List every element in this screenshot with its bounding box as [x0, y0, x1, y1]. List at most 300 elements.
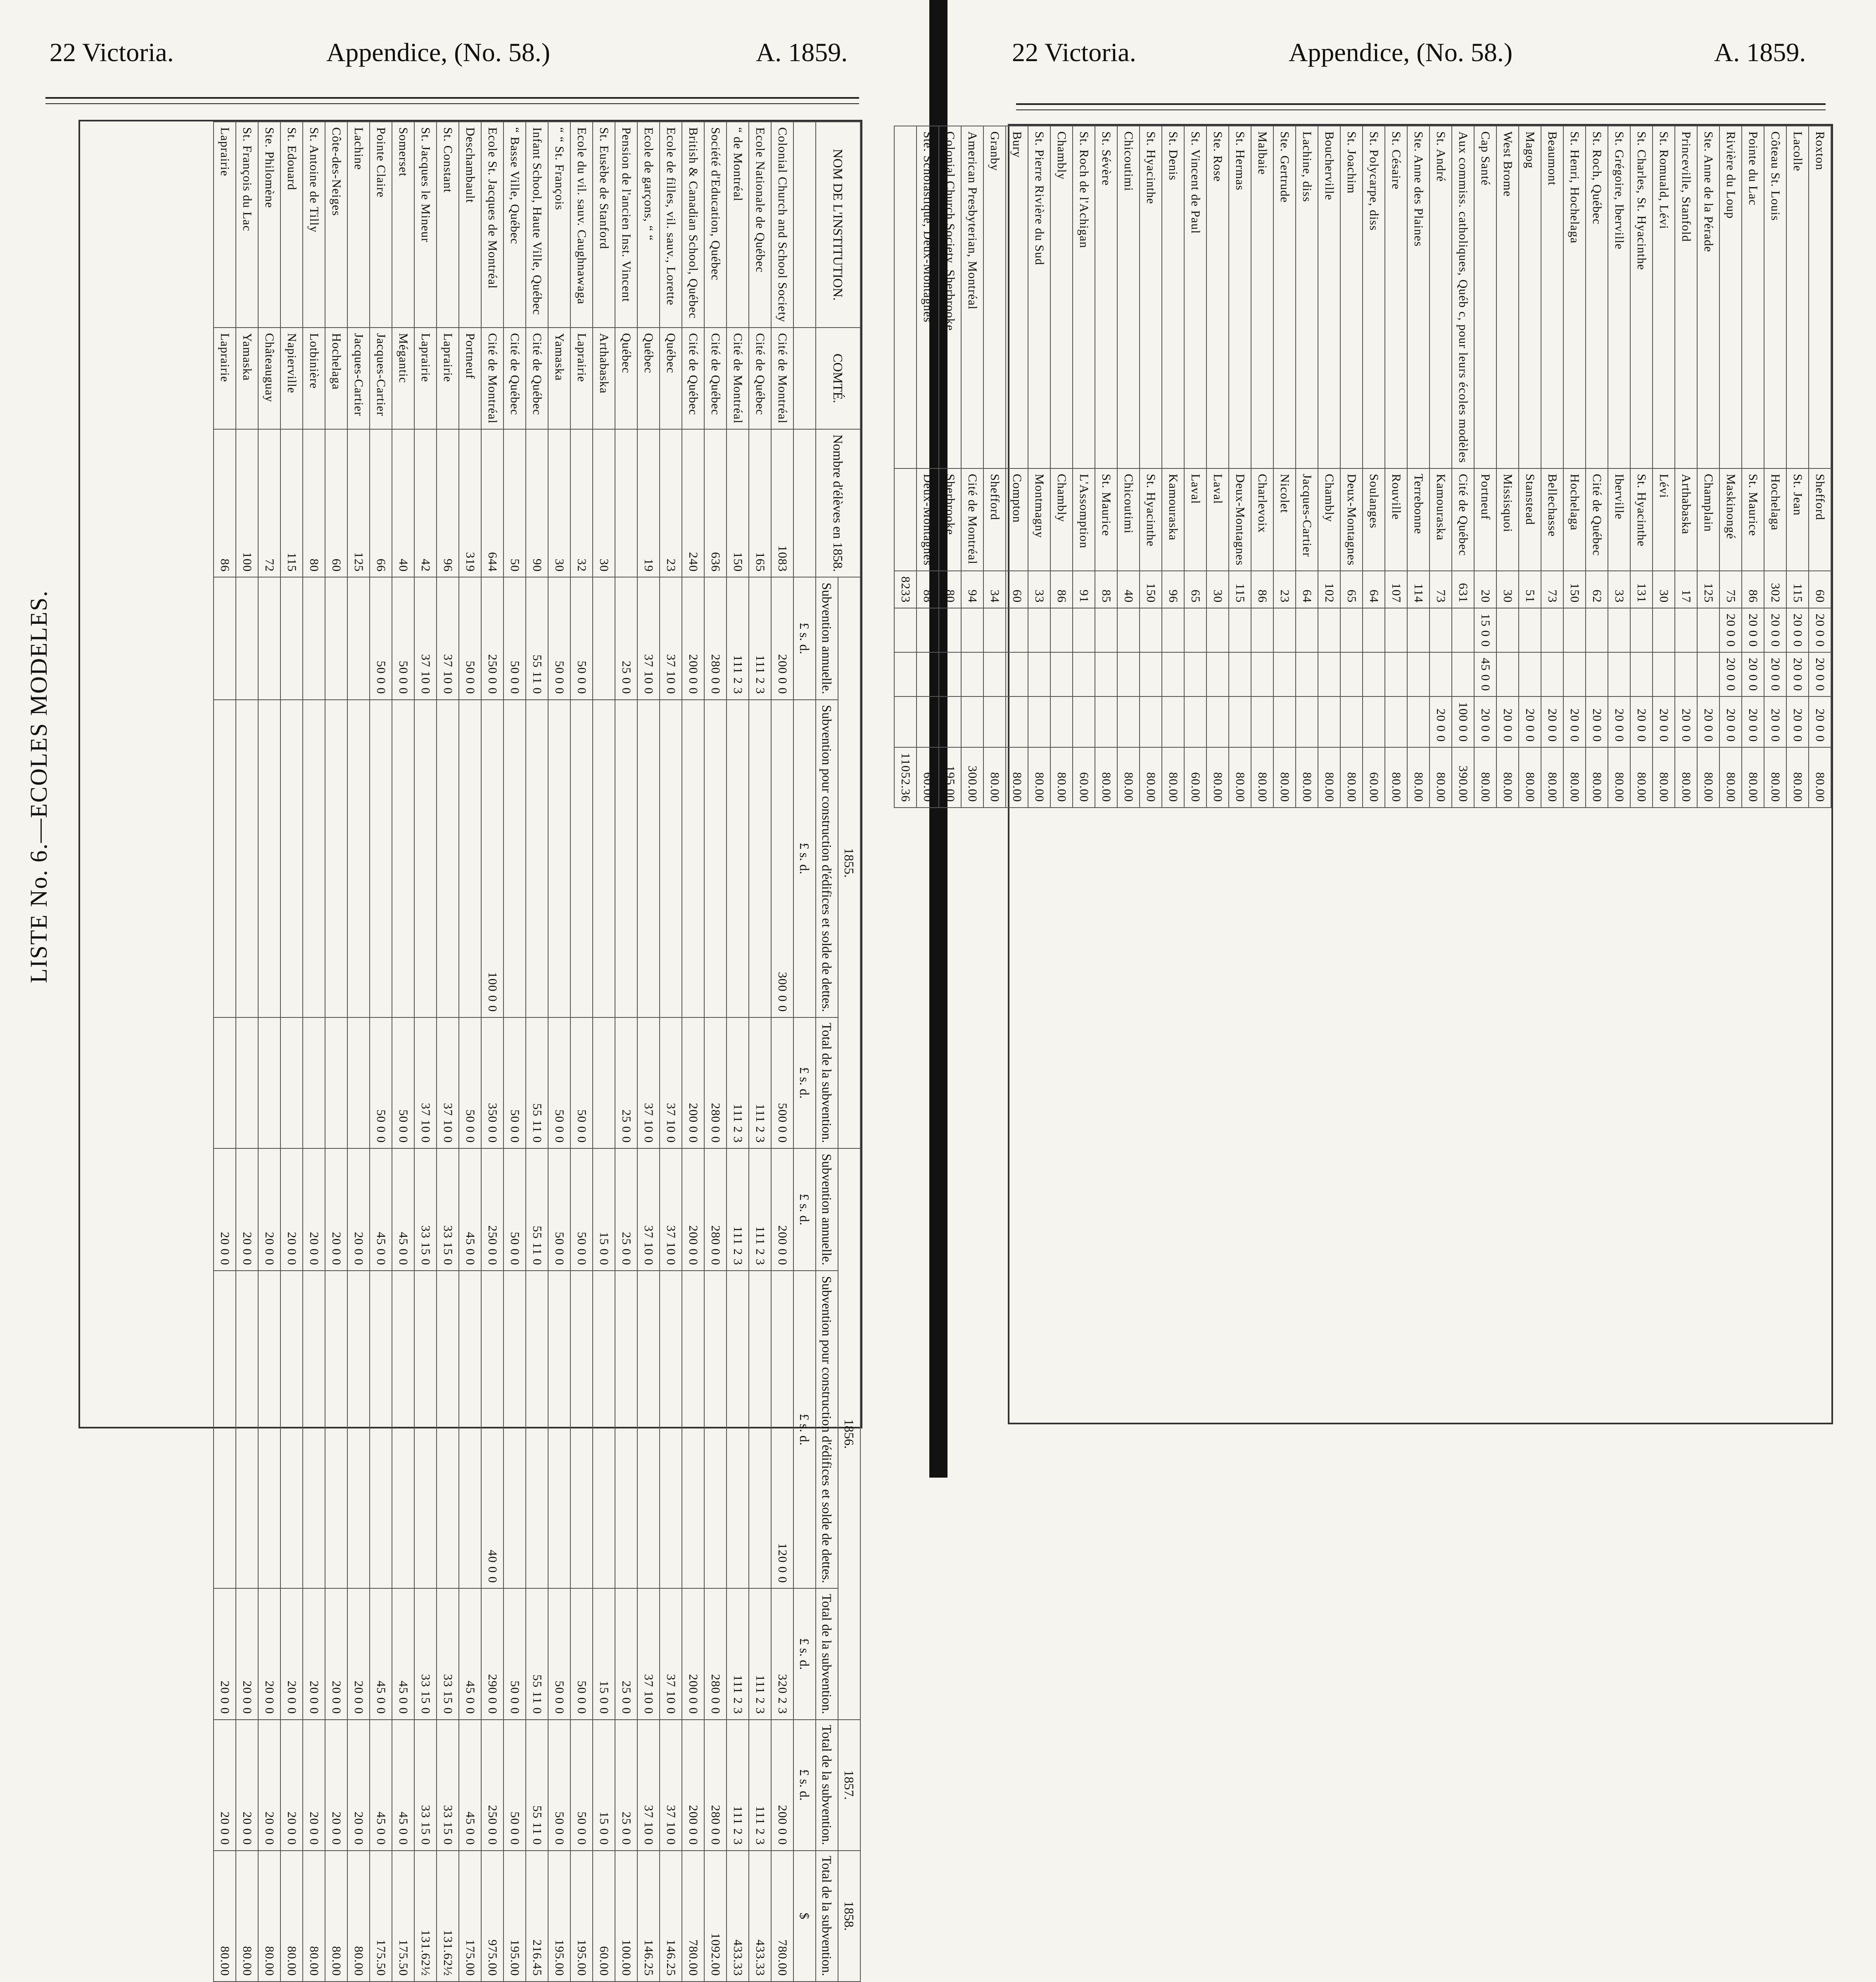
- total-1855: [347, 1017, 370, 1148]
- table-row: [1474, 126, 1496, 808]
- left-table-frame: [78, 120, 862, 1976]
- total-1856: [1229, 652, 1251, 696]
- annual-1855: 50 0 0: [548, 577, 570, 699]
- annual-1856: [1028, 608, 1050, 652]
- total-1856: 20 0 0: [1764, 652, 1786, 696]
- total-1858: 80.00: [1809, 747, 1831, 807]
- annual-1856: 111 2 3: [727, 1148, 749, 1271]
- total-1856: 20 0 0: [280, 1588, 303, 1719]
- total-1858: 80.00: [325, 1851, 347, 1982]
- building-1856: [637, 1271, 660, 1588]
- annual-1855: 37 10 0: [637, 577, 660, 699]
- total-1856: [1251, 652, 1273, 696]
- pupil-count: 62: [1586, 571, 1608, 608]
- annual-1856: 20 0 0: [325, 1148, 347, 1271]
- total-1858: 1092.00: [704, 1851, 727, 1982]
- institution-name: Ecole St. Jacques de Montréal: [481, 122, 503, 328]
- annual-1855: 50 0 0: [392, 577, 414, 699]
- table-row: [1541, 126, 1563, 808]
- annual-1855: [593, 577, 615, 699]
- totals-row: [894, 126, 917, 808]
- annual-1856: 20 0 0: [1719, 608, 1742, 652]
- building-1856: [615, 1271, 637, 1588]
- pupil-count: 114: [1407, 571, 1430, 608]
- total-1855: [303, 1017, 325, 1148]
- county-name: Cité de Québec: [1452, 468, 1474, 571]
- table-row: [1296, 126, 1318, 808]
- total-1858: 80.00: [1206, 747, 1229, 807]
- total-1858: 80.00: [1653, 747, 1675, 807]
- pupil-count: 64: [1363, 571, 1385, 608]
- total-1858: 60.00: [917, 747, 939, 807]
- county-name: Sherbrooke: [939, 468, 961, 571]
- county-name: Deux-Montagnes: [1340, 468, 1363, 571]
- pupil-count: 80: [939, 571, 961, 608]
- table-row: [1563, 126, 1586, 808]
- institution-name: Pointe Claire: [370, 122, 392, 328]
- total-1857: [961, 696, 983, 747]
- county-name: Nicolet: [1273, 468, 1296, 571]
- institution-name: British & Canadian School, Québec: [682, 122, 704, 328]
- institution-name: Ste. Rose: [1206, 126, 1229, 468]
- total-1857: [1095, 696, 1117, 747]
- table-row: [437, 122, 459, 1982]
- total-1858: 80.00: [1496, 747, 1519, 807]
- pupil-count: 86: [1742, 571, 1764, 608]
- annual-1856: [1541, 608, 1563, 652]
- total-1857: [1184, 696, 1206, 747]
- building-1856: [660, 1271, 682, 1588]
- total-1858: 80.00: [258, 1851, 280, 1982]
- total-1856: [1586, 652, 1608, 696]
- total-1858: 195.00: [503, 1851, 526, 1982]
- total-1855: [593, 1017, 615, 1148]
- total-1858: 80.00: [1608, 747, 1630, 807]
- total-1856: [1630, 652, 1653, 696]
- building-1856: [727, 1271, 749, 1588]
- building-1855: [503, 700, 526, 1017]
- total-1858: 300.00: [961, 747, 983, 807]
- total-1858: 80.00: [280, 1851, 303, 1982]
- total-1857: 20 0 0: [1653, 696, 1675, 747]
- institution-name: St. Edouard: [280, 122, 303, 328]
- pupil-count: 91: [1073, 571, 1095, 608]
- building-1856: 120 0 0: [771, 1271, 793, 1588]
- total-1855: 37 10 0: [637, 1017, 660, 1148]
- building-1855: [325, 700, 347, 1017]
- annual-1855: 37 10 0: [414, 577, 437, 699]
- annual-1856: 37 10 0: [637, 1148, 660, 1271]
- institution-name: St. Hyacinthe: [1140, 126, 1162, 468]
- table-row: [593, 122, 615, 1982]
- total-1858: 433.33: [727, 1851, 749, 1982]
- county-name: L'Assomption: [1073, 468, 1095, 571]
- total-1856: 200 0 0: [682, 1588, 704, 1719]
- col-building-1856: Subvention pour construction d'édifices et solde de dettes.: [816, 1271, 838, 1588]
- total-1857: 50 0 0: [570, 1720, 593, 1851]
- total-1857: 20 0 0: [1630, 696, 1653, 747]
- institution-name: St. François du Lac: [236, 122, 258, 328]
- annual-1855: 37 10 0: [437, 577, 459, 699]
- total-1857: 50 0 0: [503, 1720, 526, 1851]
- county-name: Lotbinière: [303, 328, 325, 429]
- total-1858: 131.62½: [414, 1851, 437, 1982]
- institution-name: St. Antoine de Tilly: [303, 122, 325, 328]
- annual-1855: 200 0 0: [771, 577, 793, 699]
- left-page: [0, 0, 925, 1976]
- total-1857: 20 0 0: [1563, 696, 1586, 747]
- annual-1856: [1608, 608, 1630, 652]
- county-name: Québec: [615, 328, 637, 429]
- annual-1856: [1117, 608, 1140, 652]
- table-row: [1073, 126, 1095, 808]
- total-1857: 20 0 0: [1675, 696, 1697, 747]
- total-1856: 55 11 0: [526, 1588, 548, 1719]
- annual-1856: 55 11 0: [526, 1148, 548, 1271]
- building-1856: [526, 1271, 548, 1588]
- table-row: [392, 122, 414, 1982]
- total-1858: 60.00: [1363, 747, 1385, 807]
- institution-name: West Brome: [1496, 126, 1519, 468]
- table-row: [1653, 126, 1675, 808]
- annual-1856: [939, 608, 961, 652]
- pupil-count: 40: [1117, 571, 1140, 608]
- total-1857: [1229, 696, 1251, 747]
- pupil-count: 165: [749, 429, 771, 577]
- annual-1856: 37 10 0: [660, 1148, 682, 1271]
- total-1856: 20 0 0: [258, 1588, 280, 1719]
- table-row: [214, 122, 236, 1982]
- total-1856: 45 0 0: [1474, 652, 1496, 696]
- total-1857: [1251, 696, 1273, 747]
- institution-name: St. Romuald, Lévi: [1653, 126, 1675, 468]
- total-1857: 20 0 0: [1786, 696, 1809, 747]
- institution-name: Ste. Scholastique, Deux-Montagnes: [917, 126, 939, 468]
- total-1857: 20 0 0: [1742, 696, 1764, 747]
- pupil-count: 240: [682, 429, 704, 577]
- total-1857: 20 0 0: [1719, 696, 1742, 747]
- total-1857: 15 0 0: [593, 1720, 615, 1851]
- total-1856: 50 0 0: [503, 1588, 526, 1719]
- total-1857: 111 2 3: [727, 1720, 749, 1851]
- total-1858: 80.00: [1586, 747, 1608, 807]
- building-1856: 40 0 0: [481, 1271, 503, 1588]
- total-1856: [1318, 652, 1340, 696]
- pupil-count: [615, 429, 637, 577]
- total-1857: 37 10 0: [660, 1720, 682, 1851]
- total-1858: 80.00: [1296, 747, 1318, 807]
- county-name: Kamouraska: [1162, 468, 1184, 571]
- county-name: Stanstead: [1519, 468, 1541, 571]
- building-1855: [437, 700, 459, 1017]
- county-name: St. Jean: [1786, 468, 1809, 571]
- building-1856: [414, 1271, 437, 1588]
- annual-1856: 45 0 0: [459, 1148, 481, 1271]
- total-1856: [1273, 652, 1296, 696]
- institution-name: “ “ St. François: [548, 122, 570, 328]
- annual-1856: [1184, 608, 1206, 652]
- table-row: [1407, 126, 1430, 808]
- total-grant-1858: 11052.36: [894, 747, 917, 807]
- pupil-count: 23: [1273, 571, 1296, 608]
- institution-name: St. Hermas: [1229, 126, 1251, 468]
- annual-1855: 50 0 0: [370, 577, 392, 699]
- total-1856: [1675, 652, 1697, 696]
- building-1855: [682, 700, 704, 1017]
- total-1858: 216.45: [526, 1851, 548, 1982]
- total-1858: 80.00: [1697, 747, 1719, 807]
- currency-label: £ s. d.: [793, 1017, 816, 1148]
- annual-1856: 50 0 0: [548, 1148, 570, 1271]
- institution-name: Société d'Education, Québec: [704, 122, 727, 328]
- total-1857: 33 15 0: [414, 1720, 437, 1851]
- table-row: [1630, 126, 1653, 808]
- total-1856: 111 2 3: [727, 1588, 749, 1719]
- pupil-count: 96: [437, 429, 459, 577]
- total-1857: [1028, 696, 1050, 747]
- total-1855: 50 0 0: [459, 1017, 481, 1148]
- building-1855: [370, 700, 392, 1017]
- annual-1855: 55 11 0: [526, 577, 548, 699]
- building-1856: [258, 1271, 280, 1588]
- pupil-count: 17: [1675, 571, 1697, 608]
- total-1856: [1296, 652, 1318, 696]
- pupil-count: 60: [325, 429, 347, 577]
- total-1858: 80.00: [1117, 747, 1140, 807]
- total-1857: 20 0 0: [347, 1720, 370, 1851]
- total-1856: [1385, 652, 1407, 696]
- county-name: Laprairie: [437, 328, 459, 429]
- pupil-count: 33: [1028, 571, 1050, 608]
- total-1856: 20 0 0: [1742, 652, 1764, 696]
- total-1855: 111 2 3: [727, 1017, 749, 1148]
- total-1856: 20 0 0: [325, 1588, 347, 1719]
- county-name: Cité de Québec: [749, 328, 771, 429]
- total-1855: 37 10 0: [660, 1017, 682, 1148]
- totals-blank: [894, 126, 917, 468]
- county-name: Châteauguay: [258, 328, 280, 429]
- total-1855: 55 11 0: [526, 1017, 548, 1148]
- total-1856: 50 0 0: [548, 1588, 570, 1719]
- building-1855: [727, 700, 749, 1017]
- total-1855: [258, 1017, 280, 1148]
- total-1858: 80.00: [1630, 747, 1653, 807]
- annual-1856: [1229, 608, 1251, 652]
- col-year-1855: 1855.: [838, 577, 860, 1148]
- total-1857: [1140, 696, 1162, 747]
- pupil-count: 115: [280, 429, 303, 577]
- total-1858: 80.00: [1229, 747, 1251, 807]
- county-name: Montmagny: [1028, 468, 1050, 571]
- total-1855: [325, 1017, 347, 1148]
- building-1855: [392, 700, 414, 1017]
- institution-name: Ecole Nationale de Québec: [749, 122, 771, 328]
- county-name: Jacques-Cartier: [1296, 468, 1318, 571]
- total-1858: 80.00: [347, 1851, 370, 1982]
- total-1856: 45 0 0: [370, 1588, 392, 1719]
- table-row: [983, 126, 1006, 808]
- totals-blank: [894, 468, 917, 571]
- annual-1856: 20 0 0: [303, 1148, 325, 1271]
- building-1856: [347, 1271, 370, 1588]
- table-row: [1095, 126, 1117, 808]
- institution-name: Somerset: [392, 122, 414, 328]
- total-1857: 20 0 0: [1809, 696, 1831, 747]
- building-1855: [548, 700, 570, 1017]
- total-1857: 111 2 3: [749, 1720, 771, 1851]
- building-1855: [615, 700, 637, 1017]
- table-row: [1028, 126, 1050, 808]
- annual-1855: 25 0 0: [615, 577, 637, 699]
- table-row: [1586, 126, 1608, 808]
- annual-1856: 45 0 0: [392, 1148, 414, 1271]
- building-1855: [347, 700, 370, 1017]
- county-name: Arthabaska: [1675, 468, 1697, 571]
- total-1858: 195.00: [548, 1851, 570, 1982]
- county-name: Soulanges: [1363, 468, 1385, 571]
- county-name: Laprairie: [214, 328, 236, 429]
- county-name: Lévi: [1653, 468, 1675, 571]
- totals-blank: [894, 652, 917, 696]
- institution-name: St. Eusèbe de Stanford: [593, 122, 615, 328]
- table-row: [1363, 126, 1385, 808]
- total-1857: 20 0 0: [325, 1720, 347, 1851]
- currency-label: £ s. d.: [793, 577, 816, 699]
- col-institution: NOM DE L'INSTITUTION.: [816, 122, 860, 328]
- header-rule-thin: [1016, 109, 1826, 110]
- table-row: [481, 122, 503, 1982]
- annual-1856: [1653, 608, 1675, 652]
- total-1858: 780.00: [771, 1851, 793, 1982]
- pupil-count: 50: [503, 429, 526, 577]
- annual-1856: [1251, 608, 1273, 652]
- pupil-count: 32: [570, 429, 593, 577]
- col-pupils: Nombre d'élèves en 1858.: [816, 429, 860, 577]
- county-name: Missisquoi: [1496, 468, 1519, 571]
- total-1857: [1050, 696, 1073, 747]
- pupil-count: 131: [1630, 571, 1653, 608]
- table-row: [570, 122, 593, 1982]
- table-row: [961, 126, 983, 808]
- header-rule: [1016, 103, 1826, 105]
- total-1857: 200 0 0: [682, 1720, 704, 1851]
- building-1855: 300 0 0: [771, 700, 793, 1017]
- building-1855: [280, 700, 303, 1017]
- pupil-count: 644: [481, 429, 503, 577]
- total-1855: 500 0 0: [771, 1017, 793, 1148]
- total-1857: 20 0 0: [1697, 696, 1719, 747]
- building-1855: [570, 700, 593, 1017]
- institution-name: Magog: [1519, 126, 1541, 468]
- institution-name: Côteau St. Louis: [1764, 126, 1786, 468]
- total-1858: 80.00: [1273, 747, 1296, 807]
- table-row: [236, 122, 258, 1982]
- total-1857: 33 15 0: [437, 1720, 459, 1851]
- annual-1856: [961, 608, 983, 652]
- annual-1856: [1697, 608, 1719, 652]
- county-name: Portneuf: [459, 328, 481, 429]
- annual-1856: 20 0 0: [258, 1148, 280, 1271]
- total-1858: 100.00: [615, 1851, 637, 1982]
- total-1857: 20 0 0: [236, 1720, 258, 1851]
- annual-1856: [1073, 608, 1095, 652]
- pupil-count: 60: [1006, 571, 1028, 608]
- table-row: [771, 122, 793, 1982]
- annual-1856: [1630, 608, 1653, 652]
- building-1855: [660, 700, 682, 1017]
- pupil-count: 94: [961, 571, 983, 608]
- institution-name: Cap Santé: [1474, 126, 1496, 468]
- table-row: [280, 122, 303, 1982]
- pupil-count: 86: [214, 429, 236, 577]
- building-1855: [414, 700, 437, 1017]
- col-annual-1855: Subvention annuelle.: [816, 577, 838, 699]
- institution-name: Deschambault: [459, 122, 481, 328]
- building-1856: [503, 1271, 526, 1588]
- total-1856: 111 2 3: [749, 1588, 771, 1719]
- table-row: [1430, 126, 1452, 808]
- county-name: Rouville: [1385, 468, 1407, 571]
- total-1857: [983, 696, 1006, 747]
- institution-name: St. Roch, Québec: [1586, 126, 1608, 468]
- county-name: Bellechasse: [1541, 468, 1563, 571]
- total-1857: 100 0 0: [1452, 696, 1474, 747]
- pupil-count: 107: [1385, 571, 1407, 608]
- total-1857: 45 0 0: [392, 1720, 414, 1851]
- pupil-count: 85: [1095, 571, 1117, 608]
- annual-1856: 25 0 0: [615, 1148, 637, 1271]
- annual-1856: [1586, 608, 1608, 652]
- institution-name: St. Césaire: [1385, 126, 1407, 468]
- county-name: Laval: [1184, 468, 1206, 571]
- institution-name: Ste. Anne de la Pérade: [1697, 126, 1719, 468]
- table-row: [1340, 126, 1363, 808]
- annual-1856: 50 0 0: [570, 1148, 593, 1271]
- table-row: [1786, 126, 1809, 808]
- total-1858: 433.33: [749, 1851, 771, 1982]
- county-name: Chambly: [1318, 468, 1340, 571]
- total-1856: 50 0 0: [570, 1588, 593, 1719]
- institution-name: Chambly: [1050, 126, 1073, 468]
- county-name: Yamaska: [548, 328, 570, 429]
- annual-1855: 280 0 0: [704, 577, 727, 699]
- county-name: Québec: [637, 328, 660, 429]
- table-row: [1764, 126, 1786, 808]
- total-1858: 80.00: [1563, 747, 1586, 807]
- county-name: Cité de Québec: [503, 328, 526, 429]
- header-rule-thin: [45, 103, 859, 104]
- table-row: [1385, 126, 1407, 808]
- institution-name: Granby: [983, 126, 1006, 468]
- total-1856: [961, 652, 983, 696]
- building-1856: [236, 1271, 258, 1588]
- table-row: [1742, 126, 1764, 808]
- building-1856: [280, 1271, 303, 1588]
- table-row: [503, 122, 526, 1982]
- pupil-count: 23: [660, 429, 682, 577]
- total-1856: [1608, 652, 1630, 696]
- institution-name: Colonial Church and School Society: [771, 122, 793, 328]
- total-1856: 20 0 0: [347, 1588, 370, 1719]
- total-1858: 146.25: [637, 1851, 660, 1982]
- total-1856: 37 10 0: [637, 1588, 660, 1719]
- total-1857: 20 0 0: [1474, 696, 1496, 747]
- county-name: St. Maurice: [1742, 468, 1764, 571]
- total-1858: 80.00: [1140, 747, 1162, 807]
- pupil-count: 631: [1452, 571, 1474, 608]
- total-1858: 80.00: [983, 747, 1006, 807]
- pupil-count: 319: [459, 429, 481, 577]
